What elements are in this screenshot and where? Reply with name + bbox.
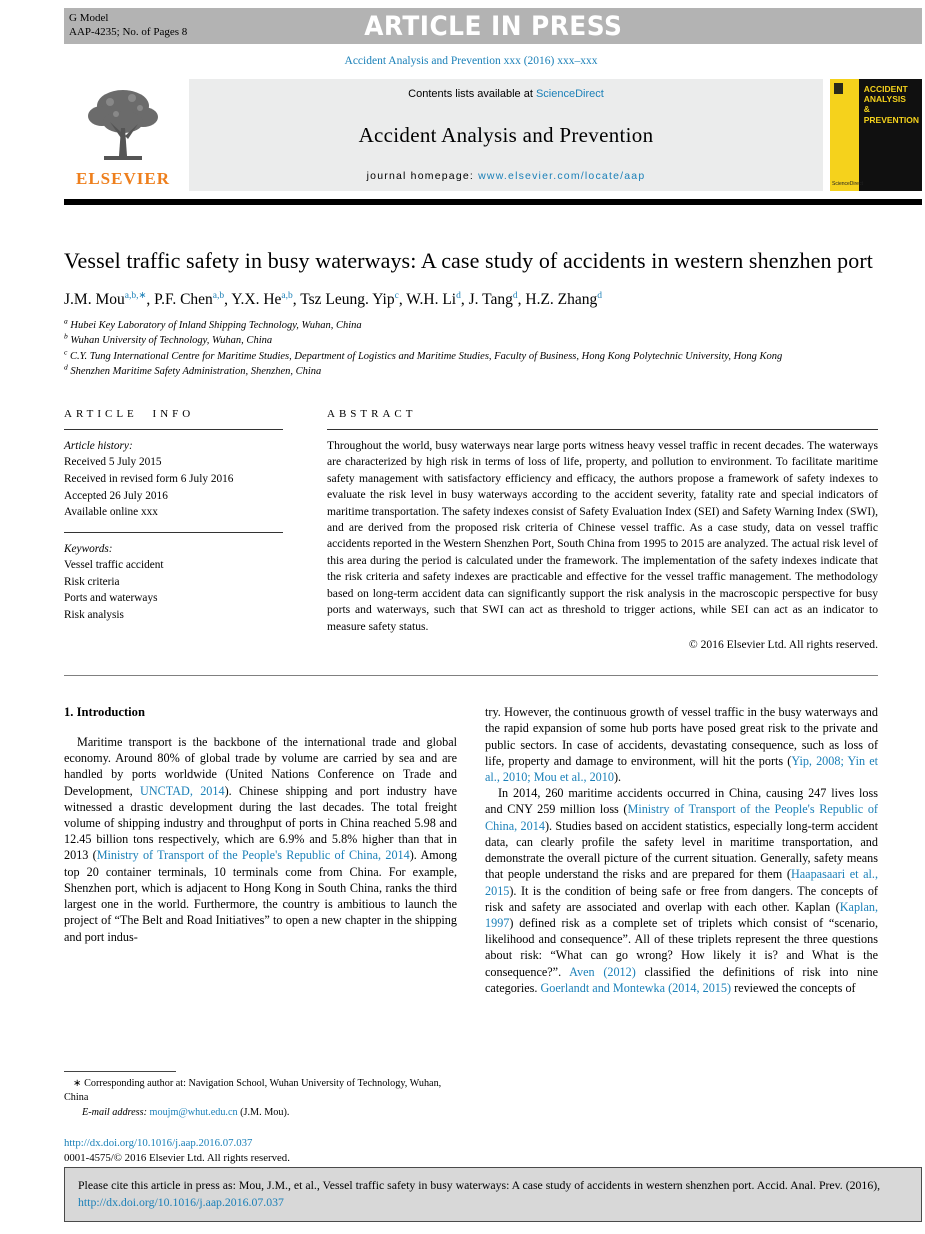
history-item: Accepted 26 July 2016 xyxy=(64,489,168,502)
cover-title-line: PREVENTION xyxy=(863,114,919,125)
keyword: Vessel traffic accident xyxy=(64,559,164,572)
cover-sciencedirect-label: ScienceDirect xyxy=(832,181,863,187)
keyword: Risk criteria xyxy=(64,575,120,588)
author-name: W.H. Li xyxy=(406,290,457,308)
citation-link[interactable]: Haapasaari et al., 2015 xyxy=(485,867,878,898)
abstract-text: Throughout the world, busy waterways near large ports witness heavy vessel traffic in recent decades. The waterways are characterized by high risk in terms of loss of life, property, and pollution to environment. To facilitate maritime safety management with satisfactory efficiency and efficacy, the authors propose a framework of safety indexes to evaluate the risk level in busy waterways according to the accident severity, fatality rate and special indicators of maritime transportation. The safety indexes consist of Safety Evaluation Index (SEI) and Safety Warning Index (SWI), and are derived from the proposed risk criteria of Chinese vessel traffic. As a case study, data on vessel traffic accidents reported in the Western Shenzhen Port, South China from 1995 to 2015 are analyzed. The actual risk level of this area during the period is calculated under the framework. The implementation of the safety indexes indicate that the risk criteria and safety indexes are practicable and effective for the vessel traffic management. The methodology based on long-term accident data can significantly support the risk analysis in the macroscopic perspective for busy ports and waterways, such that SWI can act as threshold to trigger actions, while SEI can act as an indicator to measure safety status. xyxy=(327,438,878,633)
cover-emblem-icon xyxy=(834,83,843,94)
author-name: Tsz Leung. Yip xyxy=(300,290,395,308)
citation-link[interactable]: Goerlandt and Montewka (2014, 2015) xyxy=(540,980,732,995)
article-in-press-bar xyxy=(64,8,922,44)
article-in-press-title: ARTICLE IN PRESS xyxy=(363,10,623,42)
cite-text: Please cite this article in press as: Mou, J.M., et al., Vessel traffic safety in busy waterways: A case study of accidents in western shenzhen port. Accid. Anal. Prev. (2016), xyxy=(78,1177,881,1192)
keywords-label: Keywords: xyxy=(64,542,113,555)
abstract-body-divider xyxy=(64,675,878,676)
divider xyxy=(64,532,283,533)
history-item: Received 5 July 2015 xyxy=(64,456,162,469)
paper-title: Vessel traffic safety in busy waterways: A case study of accidents in western shenzhen port xyxy=(64,248,874,273)
author-separator: , xyxy=(292,290,301,308)
author-affiliation-sup: a,b,∗ xyxy=(124,290,147,301)
body-columns xyxy=(64,704,878,1167)
footnote-block xyxy=(64,1063,457,1167)
divider xyxy=(327,429,878,430)
author-separator: , xyxy=(224,290,232,308)
author-affiliation-sup: a,b xyxy=(281,290,293,301)
author-separator: , xyxy=(398,290,407,308)
homepage-line xyxy=(197,170,815,182)
affiliations xyxy=(64,318,878,380)
cover-yellow-strip xyxy=(830,79,863,191)
citation-link[interactable]: Ministry of Transport of the People's Republic of China, 2014 xyxy=(485,802,878,833)
cover-title-line: ACCIDENT xyxy=(863,84,908,94)
author-affiliation-sup: d xyxy=(597,290,603,301)
author-affiliation-sup: d xyxy=(456,290,461,301)
citation-link[interactable]: Aven (2012) xyxy=(569,964,636,979)
title-block xyxy=(64,247,878,380)
citation-link[interactable]: UNCTAD, 2014 xyxy=(140,783,225,798)
cover-title-line: ANALYSIS xyxy=(863,94,906,105)
sciencedirect-link[interactable]: ScienceDirect xyxy=(535,88,604,100)
journal-header-box xyxy=(189,79,823,191)
issn-copyright-line: 0001-4575/© 2016 Elsevier Ltd. All rights reserved. xyxy=(64,1152,290,1165)
intro-paragraph-2: try. However, the continuous growth of vessel traffic in the busy waterways and the rapid expansion of some hub ports have posed great risk to the private and public sectors. In case of accidents, devastating consequence, such as loss of life, property and damage to environment, will hit the ports (Yip, 2008; Yin et al., 2010; Mou et al., 2010). xyxy=(485,705,878,785)
citation-link[interactable]: Ministry of Transport of the People's Republic of China, 2014 xyxy=(96,848,410,863)
keyword: Risk analysis xyxy=(64,609,124,622)
footnote-divider xyxy=(64,1071,176,1072)
please-cite-banner xyxy=(64,1167,922,1222)
article-info-column xyxy=(64,408,283,651)
info-abstract-section xyxy=(64,408,878,651)
divider xyxy=(64,429,283,430)
g-model-label: G Model xyxy=(69,12,109,25)
author-affiliation-sup: d xyxy=(512,290,518,301)
author-line xyxy=(64,291,878,309)
affiliation: $^c$ C.Y. Tung International Centre for Maritime Studies, Department of Logistics and Maritime Studies, Faculty of Business, Hong Kong Polytechnic University, Hong Kong xyxy=(64,347,783,362)
author-separator: , xyxy=(146,290,155,308)
manuscript-code: AAP-4235; No. of Pages 8 xyxy=(69,26,188,38)
contents-prefix: Contents lists available at xyxy=(408,88,536,100)
doi-link[interactable]: http://dx.doi.org/10.1016/j.aap.2016.07.037 xyxy=(64,1136,253,1149)
elsevier-wordmark: ELSEVIER xyxy=(76,169,170,188)
article-info-heading: ARTICLE INFO xyxy=(64,407,195,420)
left-column xyxy=(64,704,457,1167)
masthead xyxy=(64,79,922,191)
author-separator: , xyxy=(460,290,469,308)
keyword: Ports and waterways xyxy=(64,592,158,605)
email-link[interactable]: moujm@whut.edu.cn xyxy=(149,1106,238,1118)
homepage-label: journal homepage: xyxy=(366,170,479,182)
author-affiliation-sup: c xyxy=(394,290,399,301)
author-name: H.Z. Zhang xyxy=(525,290,598,308)
cover-title-area xyxy=(859,79,922,191)
journal-homepage-link[interactable]: www.elsevier.com/locate/aap xyxy=(478,170,646,182)
article-history-label: Article history: xyxy=(64,439,133,452)
email-line: E-mail address: moujm@whut.edu.cn (J.M. Mou). xyxy=(82,1106,290,1118)
author-name: P.F. Chen xyxy=(154,290,213,308)
elsevier-logo xyxy=(64,79,182,191)
history-item: Received in revised form 6 July 2016 xyxy=(64,472,234,485)
section-heading-introduction: 1. Introduction xyxy=(64,705,145,720)
affiliation: $^d$ Shenzhen Maritime Safety Administration, Shenzhen, China xyxy=(64,362,322,378)
author-name: J. Tang xyxy=(468,290,513,308)
author-separator: , xyxy=(517,290,526,308)
intro-paragraph-3: In 2014, 260 maritime accidents occurred in China, causing 247 lives loss and CNY 259 million loss (Ministry of Transport of the People's Republic of China, 2014). Studies based on accident statistics, especially long-term accident data, can clearly profile the safety level in maritime transportation, and demonstrate the overall picture of the current situation. Generally, safety means that people understand the risks and are prepared for them (Haapasaari et al., 2015). It is the condition of being safe or free from dangers. The concepts of risk and safety are associated and overlap with each other. Kaplan (Kaplan, 1997) defined risk as a complete set of triplets which consist of “scenario, likelihood and consequence”. All of these triplets represent the three questions about risk: “What can go wrong? How likely it is? and What is the consequence?”. Aven (2012) classified the definitions of risk into nine categories. Goerlandt and Montewka (2014, 2015) reviewed the concepts of xyxy=(485,786,878,995)
citation-link[interactable]: Kaplan, 1997 xyxy=(485,899,878,930)
corresponding-author-note: ∗ Corresponding author at: Navigation School, Wuhan University of Technology, Wuhan, China xyxy=(64,1078,442,1103)
intro-paragraph-1: Maritime transport is the backbone of the international trade and global economy. Around 80% of global trade by volume are carried by sea and are handled by ports worldwide (United Nations Conference on Trade and Development, UNCTAD, 2014). Chinese shipping and port industry have witnessed a drastic development during the last decades. The total freight volume of shipping industry and throughput of ports in China reached 5.98 and 12.45 billion tons respectively, which are 6.9% and 5.8% higher than that in 2013 (Ministry of Transport of the People's Republic of China, 2014). Among top 20 container terminals, 10 terminals come from China. For example, Shenzhen port, which is adjacent to Hong Kong in South China, ranks the third largest one in the world. Furthermore, the country is ambitious to launch the project of “The Belt and Road Initiatives” to open a new chapter in the shipping and port indus- xyxy=(64,734,458,944)
imprint-block xyxy=(64,1136,457,1167)
affiliation: $^b$ Wuhan University of Technology, Wuhan, China xyxy=(64,331,273,347)
cover-title-line: & xyxy=(863,104,870,115)
masthead-divider xyxy=(64,199,922,205)
history-item: Available online xxx xyxy=(64,506,158,519)
author-name: J.M. Mou xyxy=(64,290,125,308)
author-name: Y.X. He xyxy=(231,290,282,308)
elsevier-tree-icon xyxy=(80,84,166,168)
affiliation: $^a$ Hubei Key Laboratory of Inland Shipping Technology, Wuhan, China xyxy=(64,316,362,331)
author-affiliation-sup: a,b xyxy=(212,290,225,301)
citation-link[interactable]: Yip, 2008; Yin et al., 2010; Mou et al., 2010 xyxy=(485,753,878,785)
journal-title: Accident Analysis and Prevention xyxy=(358,122,654,147)
contents-line xyxy=(197,88,815,100)
cite-doi-link[interactable]: http://dx.doi.org/10.1016/j.aap.2016.07.037 xyxy=(78,1194,284,1209)
abstract-heading: ABSTRACT xyxy=(327,407,417,420)
abstract-copyright: © 2016 Elsevier Ltd. All rights reserved. xyxy=(688,638,878,652)
right-column xyxy=(485,704,878,1167)
journal-cover-thumbnail xyxy=(830,79,922,191)
abstract-column xyxy=(327,408,878,651)
running-head: Accident Analysis and Prevention xxx (2016) xxx–xxx xyxy=(344,55,598,67)
